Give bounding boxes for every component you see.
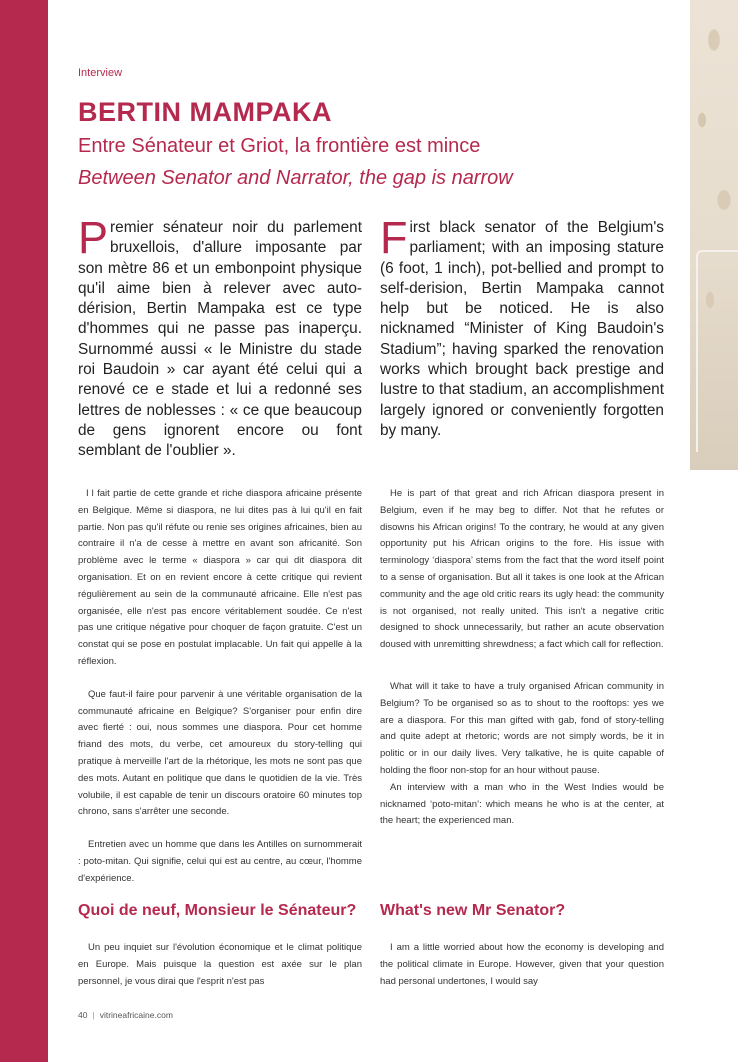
- decorative-photo-strip: [690, 0, 738, 470]
- question-heading-french: Quoi de neuf, Monsieur le Sénateur?: [78, 902, 357, 919]
- intro-french: [78, 212, 362, 462]
- page-number: 40: [78, 1010, 88, 1020]
- body-paragraph: Entretien avec un homme que dans les Antilles on surnommerait : poto-mitan. Qui signifie, celui qui est au centre, au cœur, l'homme d'expérience.: [78, 839, 362, 884]
- body-paragraph: Que faut-il faire pour parvenir à une véritable organisation de la communauté africaine en Belgique? S'organiser pour enfin dire avec fierté : oui, nous sommes une diaspora. Pour cet homme friand des mots, du verbe, cet amoureux du story-telling qui pratique à merveille l'art de la rhétorique, les mots ne sont pas que des mots. Autant en politique que dans le quotidien de la vie. Très volubile, il est capable de tenir un discours oratoire 60 minutes top chrono, sans s'arrêter une seconde.: [78, 688, 362, 818]
- body-column-english: [380, 486, 664, 830]
- body-paragraph: Il fait partie de cette grande et riche diaspora africaine présente en Belgique. Même si diaspora, ne lui dites pas à lui qu'il en fait partie. Non pas qu'il réfute ou renie ses origines africaines, bien au contraire il n'a de cesse à mettre en avant son africanité. Son problème avec le terme « diaspora » car qui dit diaspora dit organisation. Et on en revient encore à cette critique qui revient régulièrement au sein de la communauté africaine. Elle n'est pas organisée, elle n'est pas encore véritablement soudée. Ce n'est pas une critique négative pour choquer de façon gratuite. C'est un constat qui se pose en postulat implacable. Un fait qui appelle à la réflexion.: [78, 488, 362, 667]
- subtitle-english: Between Senator and Narrator, the gap is narrow: [78, 167, 513, 189]
- body-paragraph: An interview with a man who in the West Indies would be nicknamed ‘poto-mitan’: which means he who is at the center, at the heart; the experienced man.: [380, 781, 664, 827]
- page-footer: [78, 1010, 173, 1020]
- answer-column-english: [380, 940, 664, 990]
- intro-english: [380, 212, 665, 441]
- body-column-french: [78, 486, 362, 888]
- dropcap-french: P: [78, 212, 109, 263]
- answer-column-french: [78, 940, 362, 990]
- answer-paragraph: Un peu inquiet sur l'évolution économique et le climat politique en Europe. Mais puisque la question est axée sur le plan personnel, je vous dirai que l'esprit n'est pas: [78, 942, 362, 987]
- article-title: BERTIN MAMPAKA: [78, 97, 332, 127]
- body-paragraph: He is part of that great and rich African diaspora present in Belgium, even if he may beg to differ. Not that he refutes or disowns his African origins! To the contrary, he would at any given opportunity put his African origins to the fore. His issue with terminology ‘diaspora’ stems from the fact that the word itself point to a sense of organisation. But all it takes is one look at the African community and the age old critic rears its ugly head: the community is not organised, not really united. This isn't a negative critic designed to shock unnecessarily, but rather an acute observation doused with unremitting shrewdness; a fact which call for reflection.: [380, 488, 664, 651]
- intro-english-text: irst black senator of the Belgium's parliament; with an imposing stature (6 foot, 1 inch), pot-bellied and prompt to self-derision, Bertin Mampaka cannot help but be noticed. He is also nicknamed “Minister of King Baudoin's Stadium”; having sparked the renovation works which brought back prestige and lustre to that stadium, an accomplishment largely ignored or conveniently forgotten by many.: [380, 219, 665, 439]
- subtitle-french: Entre Sénateur et Griot, la frontière est mince: [78, 135, 481, 157]
- dropcap-english: F: [380, 212, 408, 263]
- intro-french-text: remier sénateur noir du parlement bruxellois, d'allure imposante par son mètre 86 et un embonpoint physique qu'il aime bien à relever avec auto-dérision, Bertin Mampaka est ce type d'hommes qui ne passe pas inaperçu. Surnommé aussi « le Ministre du stade roi Baudoin » car ayant été celui qui a renové ce e stade et lui a redonné ses lettres de noblesses : « ce que beaucoup de gens ignorent encore ou font semblant de l'oublier ».: [78, 219, 362, 460]
- question-heading-english: What's new Mr Senator?: [380, 902, 566, 919]
- footer-site: vitrineafricaine.com: [99, 1010, 173, 1020]
- section-label: Interview: [78, 67, 123, 79]
- answer-paragraph: I am a little worried about how the economy is developing and the political climate in Europe. However, given that your question had personal undertones, I would say: [380, 942, 664, 987]
- body-paragraph: What will it take to have a truly organised African community in Belgium? To be organised so as to shout to the rooftops: yes we are a diaspora. For this man gifted with gab, fond of story-telling and quite adept at rhetoric; words are not simply words, be it in politic or in our daily lives. Very talkative, he is quite capable of holding the floor non-stop for an hour without pause.: [380, 680, 664, 776]
- footer-separator: |: [92, 1010, 95, 1020]
- left-accent-bar: [0, 0, 48, 1062]
